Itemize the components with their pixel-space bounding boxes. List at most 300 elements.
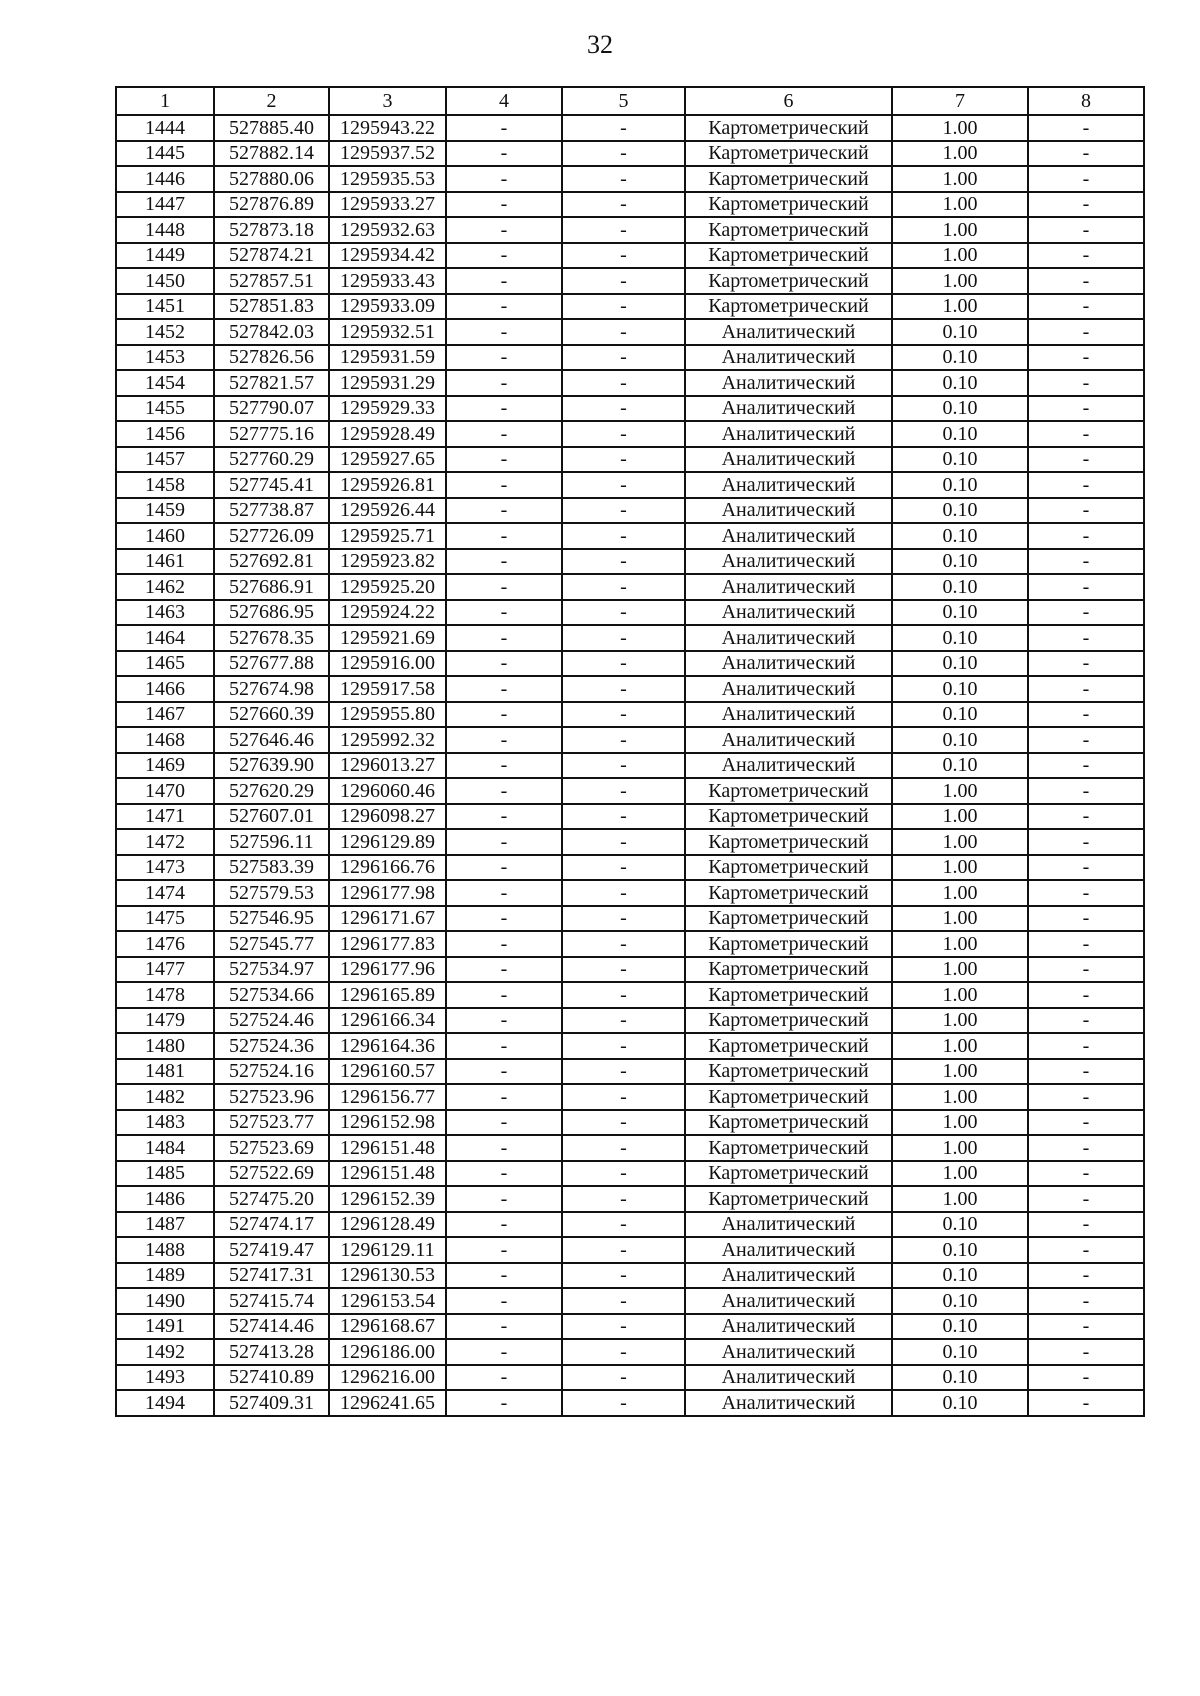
column-5-cell: -	[562, 370, 685, 396]
table-row	[116, 906, 1144, 932]
column-4-cell: -	[446, 702, 562, 728]
column-4-cell: -	[446, 1339, 562, 1365]
column-8-cell: -	[1028, 294, 1144, 320]
y-coordinate-cell: 1296152.98	[329, 1110, 446, 1136]
table-row	[116, 1314, 1144, 1340]
table-row	[116, 651, 1144, 677]
x-coordinate-cell: 527583.39	[214, 855, 329, 881]
point-number-cell: 1489	[116, 1263, 214, 1289]
method-cell: Аналитический	[685, 1288, 892, 1314]
column-4-cell: -	[446, 982, 562, 1008]
column-8-cell: -	[1028, 625, 1144, 651]
table-row	[116, 727, 1144, 753]
column-5-cell: -	[562, 625, 685, 651]
x-coordinate-cell: 527523.69	[214, 1135, 329, 1161]
table-row	[116, 1110, 1144, 1136]
accuracy-cell: 0.10	[892, 625, 1028, 651]
table-row	[116, 1008, 1144, 1034]
method-cell: Картометрический	[685, 1135, 892, 1161]
column-header-6: 6	[685, 87, 892, 115]
point-number-cell: 1473	[116, 855, 214, 881]
column-8-cell: -	[1028, 702, 1144, 728]
y-coordinate-cell: 1296151.48	[329, 1135, 446, 1161]
point-number-cell: 1454	[116, 370, 214, 396]
point-number-cell: 1480	[116, 1033, 214, 1059]
column-8-cell: -	[1028, 1186, 1144, 1212]
column-8-cell: -	[1028, 1135, 1144, 1161]
method-cell: Аналитический	[685, 472, 892, 498]
point-number-cell: 1448	[116, 217, 214, 243]
column-8-cell: -	[1028, 1288, 1144, 1314]
accuracy-cell: 1.00	[892, 1110, 1028, 1136]
point-number-cell: 1475	[116, 906, 214, 932]
point-number-cell: 1461	[116, 549, 214, 575]
column-8-cell: -	[1028, 472, 1144, 498]
point-number-cell: 1479	[116, 1008, 214, 1034]
accuracy-cell: 1.00	[892, 855, 1028, 881]
x-coordinate-cell: 527677.88	[214, 651, 329, 677]
point-number-cell: 1471	[116, 804, 214, 830]
x-coordinate-cell: 527639.90	[214, 753, 329, 779]
y-coordinate-cell: 1296128.49	[329, 1212, 446, 1238]
column-5-cell: -	[562, 829, 685, 855]
column-4-cell: -	[446, 498, 562, 524]
x-coordinate-cell: 527607.01	[214, 804, 329, 830]
accuracy-cell: 1.00	[892, 1033, 1028, 1059]
column-4-cell: -	[446, 1288, 562, 1314]
y-coordinate-cell: 1295929.33	[329, 396, 446, 422]
column-4-cell: -	[446, 957, 562, 983]
x-coordinate-cell: 527876.89	[214, 192, 329, 218]
accuracy-cell: 1.00	[892, 1008, 1028, 1034]
method-cell: Аналитический	[685, 1237, 892, 1263]
table-row	[116, 1390, 1144, 1416]
y-coordinate-cell: 1296166.34	[329, 1008, 446, 1034]
accuracy-cell: 1.00	[892, 1161, 1028, 1187]
x-coordinate-cell: 527523.96	[214, 1084, 329, 1110]
column-5-cell: -	[562, 1008, 685, 1034]
column-header-5: 5	[562, 87, 685, 115]
method-cell: Аналитический	[685, 345, 892, 371]
column-4-cell: -	[446, 1365, 562, 1391]
point-number-cell: 1450	[116, 268, 214, 294]
column-8-cell: -	[1028, 370, 1144, 396]
point-number-cell: 1491	[116, 1314, 214, 1340]
column-4-cell: -	[446, 166, 562, 192]
method-cell: Аналитический	[685, 1390, 892, 1416]
point-number-cell: 1452	[116, 319, 214, 345]
x-coordinate-cell: 527738.87	[214, 498, 329, 524]
table-row	[116, 217, 1144, 243]
method-cell: Аналитический	[685, 676, 892, 702]
point-number-cell: 1493	[116, 1365, 214, 1391]
column-4-cell: -	[446, 880, 562, 906]
y-coordinate-cell: 1295933.09	[329, 294, 446, 320]
accuracy-cell: 1.00	[892, 166, 1028, 192]
y-coordinate-cell: 1295923.82	[329, 549, 446, 575]
x-coordinate-cell: 527678.35	[214, 625, 329, 651]
method-cell: Картометрический	[685, 1008, 892, 1034]
column-4-cell: -	[446, 753, 562, 779]
accuracy-cell: 1.00	[892, 115, 1028, 141]
method-cell: Аналитический	[685, 702, 892, 728]
column-5-cell: -	[562, 268, 685, 294]
table-row	[116, 345, 1144, 371]
method-cell: Аналитический	[685, 498, 892, 524]
x-coordinate-cell: 527821.57	[214, 370, 329, 396]
x-coordinate-cell: 527826.56	[214, 345, 329, 371]
x-coordinate-cell: 527646.46	[214, 727, 329, 753]
column-4-cell: -	[446, 447, 562, 473]
accuracy-cell: 0.10	[892, 447, 1028, 473]
point-number-cell: 1478	[116, 982, 214, 1008]
table-row	[116, 1084, 1144, 1110]
accuracy-cell: 1.00	[892, 268, 1028, 294]
method-cell: Картометрический	[685, 192, 892, 218]
table-row	[116, 472, 1144, 498]
point-number-cell: 1488	[116, 1237, 214, 1263]
method-cell: Аналитический	[685, 1314, 892, 1340]
column-4-cell: -	[446, 217, 562, 243]
x-coordinate-cell: 527745.41	[214, 472, 329, 498]
column-8-cell: -	[1028, 1263, 1144, 1289]
method-cell: Картометрический	[685, 166, 892, 192]
x-coordinate-cell: 527760.29	[214, 447, 329, 473]
y-coordinate-cell: 1295926.44	[329, 498, 446, 524]
y-coordinate-cell: 1296165.89	[329, 982, 446, 1008]
point-number-cell: 1485	[116, 1161, 214, 1187]
table-row	[116, 1263, 1144, 1289]
accuracy-cell: 0.10	[892, 523, 1028, 549]
column-4-cell: -	[446, 1110, 562, 1136]
column-5-cell: -	[562, 421, 685, 447]
column-5-cell: -	[562, 523, 685, 549]
column-8-cell: -	[1028, 1008, 1144, 1034]
accuracy-cell: 1.00	[892, 1186, 1028, 1212]
column-4-cell: -	[446, 778, 562, 804]
x-coordinate-cell: 527415.74	[214, 1288, 329, 1314]
column-5-cell: -	[562, 1339, 685, 1365]
accuracy-cell: 1.00	[892, 217, 1028, 243]
column-5-cell: -	[562, 600, 685, 626]
accuracy-cell: 0.10	[892, 319, 1028, 345]
column-8-cell: -	[1028, 1339, 1144, 1365]
table-row	[116, 421, 1144, 447]
x-coordinate-cell: 527524.36	[214, 1033, 329, 1059]
x-coordinate-cell: 527534.66	[214, 982, 329, 1008]
x-coordinate-cell: 527620.29	[214, 778, 329, 804]
method-cell: Картометрический	[685, 1110, 892, 1136]
accuracy-cell: 1.00	[892, 243, 1028, 269]
accuracy-cell: 0.10	[892, 472, 1028, 498]
method-cell: Аналитический	[685, 396, 892, 422]
column-4-cell: -	[446, 804, 562, 830]
accuracy-cell: 1.00	[892, 778, 1028, 804]
column-5-cell: -	[562, 727, 685, 753]
point-number-cell: 1470	[116, 778, 214, 804]
column-5-cell: -	[562, 1263, 685, 1289]
method-cell: Аналитический	[685, 421, 892, 447]
table-row	[116, 855, 1144, 881]
y-coordinate-cell: 1295925.71	[329, 523, 446, 549]
point-number-cell: 1468	[116, 727, 214, 753]
column-5-cell: -	[562, 804, 685, 830]
accuracy-cell: 0.10	[892, 676, 1028, 702]
column-5-cell: -	[562, 396, 685, 422]
method-cell: Картометрический	[685, 141, 892, 167]
point-number-cell: 1447	[116, 192, 214, 218]
column-8-cell: -	[1028, 778, 1144, 804]
column-8-cell: -	[1028, 421, 1144, 447]
method-cell: Аналитический	[685, 625, 892, 651]
accuracy-cell: 1.00	[892, 982, 1028, 1008]
method-cell: Картометрический	[685, 855, 892, 881]
accuracy-cell: 0.10	[892, 727, 1028, 753]
column-8-cell: -	[1028, 1365, 1144, 1391]
table-row	[116, 931, 1144, 957]
column-5-cell: -	[562, 1365, 685, 1391]
column-header-7: 7	[892, 87, 1028, 115]
column-5-cell: -	[562, 982, 685, 1008]
column-5-cell: -	[562, 1237, 685, 1263]
method-cell: Аналитический	[685, 1263, 892, 1289]
x-coordinate-cell: 527885.40	[214, 115, 329, 141]
column-8-cell: -	[1028, 829, 1144, 855]
table-row	[116, 957, 1144, 983]
y-coordinate-cell: 1296129.89	[329, 829, 446, 855]
column-5-cell: -	[562, 1212, 685, 1238]
table-row	[116, 880, 1144, 906]
x-coordinate-cell: 527524.16	[214, 1059, 329, 1085]
column-4-cell: -	[446, 727, 562, 753]
point-number-cell: 1476	[116, 931, 214, 957]
x-coordinate-cell: 527857.51	[214, 268, 329, 294]
x-coordinate-cell: 527842.03	[214, 319, 329, 345]
y-coordinate-cell: 1295917.58	[329, 676, 446, 702]
column-4-cell: -	[446, 396, 562, 422]
point-number-cell: 1460	[116, 523, 214, 549]
x-coordinate-cell: 527546.95	[214, 906, 329, 932]
y-coordinate-cell: 1295932.63	[329, 217, 446, 243]
method-cell: Аналитический	[685, 370, 892, 396]
x-coordinate-cell: 527523.77	[214, 1110, 329, 1136]
table-row	[116, 1059, 1144, 1085]
y-coordinate-cell: 1295943.22	[329, 115, 446, 141]
x-coordinate-cell: 527409.31	[214, 1390, 329, 1416]
column-5-cell: -	[562, 166, 685, 192]
column-8-cell: -	[1028, 345, 1144, 371]
accuracy-cell: 0.10	[892, 396, 1028, 422]
column-8-cell: -	[1028, 1084, 1144, 1110]
method-cell: Аналитический	[685, 447, 892, 473]
table-row	[116, 141, 1144, 167]
column-5-cell: -	[562, 676, 685, 702]
accuracy-cell: 0.10	[892, 549, 1028, 575]
accuracy-cell: 1.00	[892, 1084, 1028, 1110]
accuracy-cell: 0.10	[892, 1390, 1028, 1416]
column-5-cell: -	[562, 753, 685, 779]
y-coordinate-cell: 1295955.80	[329, 702, 446, 728]
column-header-3: 3	[329, 87, 446, 115]
accuracy-cell: 0.10	[892, 1365, 1028, 1391]
x-coordinate-cell: 527692.81	[214, 549, 329, 575]
x-coordinate-cell: 527475.20	[214, 1186, 329, 1212]
column-8-cell: -	[1028, 651, 1144, 677]
column-4-cell: -	[446, 523, 562, 549]
method-cell: Картометрический	[685, 1161, 892, 1187]
y-coordinate-cell: 1295933.27	[329, 192, 446, 218]
point-number-cell: 1449	[116, 243, 214, 269]
column-8-cell: -	[1028, 447, 1144, 473]
y-coordinate-cell: 1296060.46	[329, 778, 446, 804]
column-5-cell: -	[562, 778, 685, 804]
x-coordinate-cell: 527790.07	[214, 396, 329, 422]
accuracy-cell: 0.10	[892, 370, 1028, 396]
column-4-cell: -	[446, 1059, 562, 1085]
y-coordinate-cell: 1295926.81	[329, 472, 446, 498]
accuracy-cell: 0.10	[892, 1237, 1028, 1263]
y-coordinate-cell: 1296241.65	[329, 1390, 446, 1416]
column-8-cell: -	[1028, 498, 1144, 524]
header-row	[116, 87, 1144, 115]
accuracy-cell: 1.00	[892, 804, 1028, 830]
point-number-cell: 1451	[116, 294, 214, 320]
column-5-cell: -	[562, 1135, 685, 1161]
method-cell: Картометрический	[685, 982, 892, 1008]
column-4-cell: -	[446, 574, 562, 600]
table-row	[116, 1339, 1144, 1365]
table-row	[116, 676, 1144, 702]
method-cell: Аналитический	[685, 600, 892, 626]
accuracy-cell: 0.10	[892, 1314, 1028, 1340]
point-number-cell: 1484	[116, 1135, 214, 1161]
method-cell: Картометрический	[685, 1186, 892, 1212]
x-coordinate-cell: 527522.69	[214, 1161, 329, 1187]
accuracy-cell: 1.00	[892, 294, 1028, 320]
table-row	[116, 1135, 1144, 1161]
column-5-cell: -	[562, 880, 685, 906]
table-row	[116, 370, 1144, 396]
y-coordinate-cell: 1296216.00	[329, 1365, 446, 1391]
column-5-cell: -	[562, 931, 685, 957]
column-8-cell: -	[1028, 676, 1144, 702]
point-number-cell: 1465	[116, 651, 214, 677]
column-8-cell: -	[1028, 1059, 1144, 1085]
y-coordinate-cell: 1296171.67	[329, 906, 446, 932]
coordinates-table	[115, 86, 1145, 1417]
column-4-cell: -	[446, 651, 562, 677]
method-cell: Аналитический	[685, 1212, 892, 1238]
method-cell: Аналитический	[685, 753, 892, 779]
method-cell: Аналитический	[685, 574, 892, 600]
column-4-cell: -	[446, 421, 562, 447]
column-4-cell: -	[446, 1161, 562, 1187]
point-number-cell: 1492	[116, 1339, 214, 1365]
point-number-cell: 1446	[116, 166, 214, 192]
method-cell: Картометрический	[685, 1033, 892, 1059]
table-body	[116, 115, 1144, 1416]
x-coordinate-cell: 527474.17	[214, 1212, 329, 1238]
x-coordinate-cell: 527880.06	[214, 166, 329, 192]
accuracy-cell: 0.10	[892, 1212, 1028, 1238]
column-4-cell: -	[446, 268, 562, 294]
x-coordinate-cell: 527660.39	[214, 702, 329, 728]
y-coordinate-cell: 1295933.43	[329, 268, 446, 294]
point-number-cell: 1466	[116, 676, 214, 702]
table-row	[116, 1212, 1144, 1238]
accuracy-cell: 0.10	[892, 702, 1028, 728]
point-number-cell: 1481	[116, 1059, 214, 1085]
column-8-cell: -	[1028, 855, 1144, 881]
column-8-cell: -	[1028, 396, 1144, 422]
page-number: 32	[587, 30, 613, 59]
accuracy-cell: 0.10	[892, 651, 1028, 677]
x-coordinate-cell: 527882.14	[214, 141, 329, 167]
column-5-cell: -	[562, 1186, 685, 1212]
x-coordinate-cell: 527419.47	[214, 1237, 329, 1263]
column-5-cell: -	[562, 141, 685, 167]
y-coordinate-cell: 1296160.57	[329, 1059, 446, 1085]
x-coordinate-cell: 527410.89	[214, 1365, 329, 1391]
x-coordinate-cell: 527545.77	[214, 931, 329, 957]
column-8-cell: -	[1028, 1033, 1144, 1059]
column-header-8: 8	[1028, 87, 1144, 115]
column-4-cell: -	[446, 141, 562, 167]
column-4-cell: -	[446, 1186, 562, 1212]
accuracy-cell: 0.10	[892, 421, 1028, 447]
method-cell: Аналитический	[685, 319, 892, 345]
point-number-cell: 1486	[116, 1186, 214, 1212]
column-8-cell: -	[1028, 1161, 1144, 1187]
table-row	[116, 574, 1144, 600]
column-4-cell: -	[446, 1314, 562, 1340]
method-cell: Картометрический	[685, 906, 892, 932]
column-8-cell: -	[1028, 243, 1144, 269]
column-8-cell: -	[1028, 1237, 1144, 1263]
column-5-cell: -	[562, 345, 685, 371]
column-8-cell: -	[1028, 1110, 1144, 1136]
column-4-cell: -	[446, 1008, 562, 1034]
accuracy-cell: 1.00	[892, 1059, 1028, 1085]
table-row	[116, 447, 1144, 473]
method-cell: Аналитический	[685, 523, 892, 549]
column-5-cell: -	[562, 1288, 685, 1314]
table-row	[116, 600, 1144, 626]
column-4-cell: -	[446, 115, 562, 141]
y-coordinate-cell: 1295932.51	[329, 319, 446, 345]
table-row	[116, 294, 1144, 320]
x-coordinate-cell: 527596.11	[214, 829, 329, 855]
column-5-cell: -	[562, 1084, 685, 1110]
column-4-cell: -	[446, 676, 562, 702]
point-number-cell: 1462	[116, 574, 214, 600]
table-row	[116, 1161, 1144, 1187]
y-coordinate-cell: 1296186.00	[329, 1339, 446, 1365]
table-row	[116, 778, 1144, 804]
column-8-cell: -	[1028, 931, 1144, 957]
point-number-cell: 1490	[116, 1288, 214, 1314]
x-coordinate-cell: 527413.28	[214, 1339, 329, 1365]
method-cell: Картометрический	[685, 217, 892, 243]
x-coordinate-cell: 527775.16	[214, 421, 329, 447]
point-number-cell: 1456	[116, 421, 214, 447]
column-8-cell: -	[1028, 804, 1144, 830]
column-5-cell: -	[562, 1110, 685, 1136]
method-cell: Картометрический	[685, 243, 892, 269]
y-coordinate-cell: 1295916.00	[329, 651, 446, 677]
x-coordinate-cell: 527874.21	[214, 243, 329, 269]
column-5-cell: -	[562, 192, 685, 218]
